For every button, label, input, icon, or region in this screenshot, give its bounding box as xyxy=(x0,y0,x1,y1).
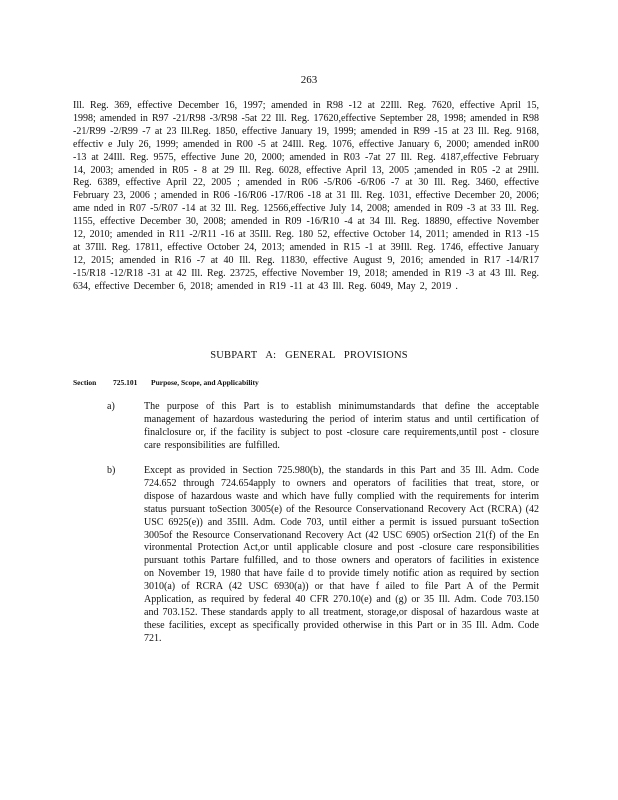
amendment-history: Ill. Reg. 369, effective December 16, 1997; amended in R98 -12 at 22Ill. Reg. 7620, effective April 15, 1998; amended in R97 -21/R98 -3/R98 -5at 22 Ill. Reg. 17620,effective September 28, 1998; amended in R98 -21/R99 -2/R99 -7 at 23 Ill.Reg. 1850, effective January 19, 1999; amended in R99 -15 at 23 Ill. Reg. 9168, effectiv e July 26, 1999; amended in R00 -5 at 24Ill. Reg. 1076, effective January 6, 2000; amended inR00 -13 at 24Ill. Reg. 9575, effective June 20, 2000; amended in R03 -7at 27 Ill. Reg. 4187,effective February 14, 2003; amended in R05 - 8 at 29 Ill. Reg. 6028, effective April 13, 2005 ;amended in R05 -2 at 29Ill. Reg. 6389, effective April 22, 2005 ; amended in R06 -5/R06 -6/R06 -7 at 30 Ill. Reg. 3460, effective February 23, 2006 ; amended in R06 -16/R06 -17/R06 -18 at 31 Ill. Reg. 1031, effective December 20, 2006; ame nded in R07 -5/R07 -14 at 32 Ill. Reg. 12566,effective July 14, 2008; amended in R09 -3 at 33 Ill. Reg. 1155, effective December 30, 2008; amended in R09 -16/R10 -4 at 34 Ill. Reg. 18890, effective November 12, 2010; amended in R11 -2/R11 -16 at 35Ill. Reg. 180 52, effective October 14, 2011; amended in R13 -15 at 37Ill. Reg. 17811, effective October 24, 2013; amended in R15 -1 at 39Ill. Reg. 1746, effective January 12, 2015; amended in R16 -7 at 40 Ill. Reg. 11830, effective August 9, 2016; amended in R17 -14/R17 -15/R18 -12/R18 -31 at 42 Ill. Reg. 23725, effective November 19, 2018; amended in R19 -3 at 43 Ill. Reg. 634, effective December 6, 2018; amended in R19 -11 at 43 Ill. Reg. 6049, May 2, 2019 . xyxy=(73,100,539,292)
paragraph-text: Except as provided in Section 725.980(b), the standards in this Part and 35 Ill. Adm. Code 724.652 through 724.654apply to owners and operators of facilities that treat, store, or dispose of hazardous waste and which have fully complied with the requirements for interim status pursuant toSection 3005(e) of the Resource Conservationand Recovery Act (RCRA) (42 USC 6925(e)) and 35Ill. Adm. Code 703, until either a permit is issued pursuant toSection 3005of the Resource Conservationand Recovery Act (42 USC 6905) orSection 21(f) of the En vironmental Protection Act,or until applicable closure and post -closure care responsibilities pursuant tothis Partare fulfilled, and to those owners and operators of facilities in existence on November 19, 1980 that have faile d to provide timely notific ation as required by section 3010(a) of RCRA (42 USC 6930(a)) or that have f ailed to file Part A of the Permit Application, as required by federal 40 CFR 270.10(e) and (g) or 35 Ill. Adm. Code 703.150 and 703.152. These standards apply to all treatment, storage,or disposal of hazardous waste at these facilities, except as specifically provided otherwise in this Part or in 35 Ill. Adm. Code 721. xyxy=(144,465,539,644)
paragraph-b xyxy=(107,465,539,646)
paragraph-marker: b) xyxy=(107,465,116,476)
section-heading xyxy=(73,378,259,387)
section-number: 725.101 xyxy=(113,378,138,387)
paragraph-marker: a) xyxy=(107,401,115,412)
paragraph-a xyxy=(107,401,539,453)
section-label: Section xyxy=(73,378,97,387)
paragraph-text: The purpose of this Part is to establish minimumstandards that define the acceptable management of hazardous wasteduring the period of interim status and until certification of finalclosure or, if the facility is subject to post -closure care requirements,until post - closure care responsibilities are fulfilled. xyxy=(144,401,539,451)
subpart-title: SUBPART A: GENERAL PROVISIONS xyxy=(210,350,408,361)
section-title: Purpose, Scope, and Applicability xyxy=(151,378,259,387)
page-number: 263 xyxy=(300,74,318,86)
